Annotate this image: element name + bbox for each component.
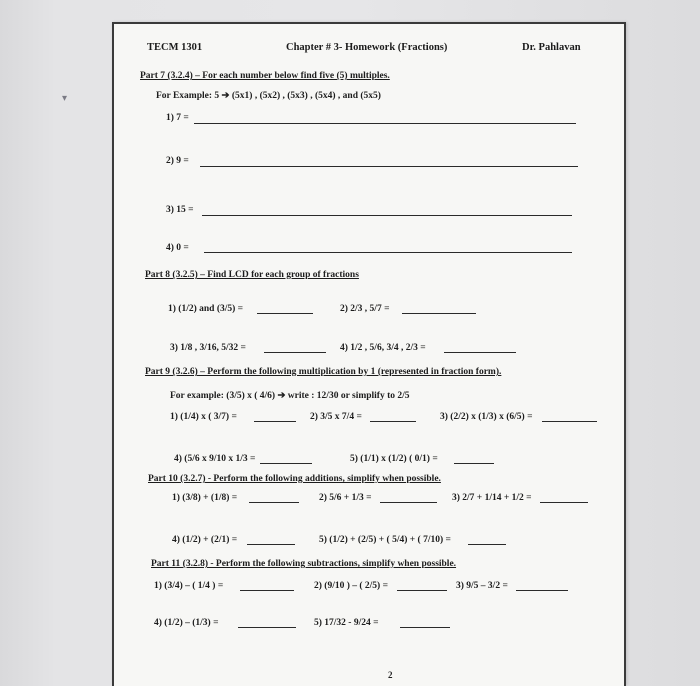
answer-line[interactable]: [444, 352, 516, 353]
part7-item-2: 2) 9 =: [166, 156, 189, 166]
part11-title: Part 11 (3.2.8) - Perform the following subtractions, simplify when possible.: [151, 559, 457, 569]
page-number: 2: [388, 670, 393, 680]
part7-example: For Example: 5 ➔ (5x1) , (5x2) , (5x3) , (5x4) , and (5x5): [156, 91, 381, 101]
part7-item-3: 3) 15 =: [166, 205, 194, 215]
part8-item-2: 2) 2/3 , 5/7 =: [340, 304, 390, 314]
part7-title: Part 7 (3.2.4) – For each number below find five (5) multiples.: [140, 71, 390, 81]
part10-item-2: 2) 5/6 + 1/3 =: [319, 493, 372, 503]
part9-item-4: 4) (5/6 x 9/10 x 1/3 =: [174, 454, 256, 464]
part10-item-3: 3) 2/7 + 1/14 + 1/2 =: [452, 493, 532, 503]
part11-item-2: 2) (9/10 ) – ( 2/5) =: [314, 581, 389, 591]
answer-line[interactable]: [540, 502, 588, 503]
answer-line[interactable]: [204, 252, 572, 253]
answer-line[interactable]: [202, 215, 572, 216]
part8-item-1: 1) (1/2) and (3/5) =: [168, 304, 244, 314]
part8-title: Part 8 (3.2.5) – Find LCD for each group of fractions: [145, 270, 359, 280]
part8-item-4: 4) 1/2 , 5/6, 3/4 , 2/3 =: [340, 343, 426, 353]
answer-line[interactable]: [370, 421, 416, 422]
answer-line[interactable]: [542, 421, 597, 422]
answer-line[interactable]: [380, 502, 437, 503]
answer-line[interactable]: [254, 421, 296, 422]
part7-item-1: 1) 7 =: [166, 113, 189, 123]
answer-line[interactable]: [400, 627, 450, 628]
course-code: TECM 1301: [147, 42, 203, 53]
part8-item-3: 3) 1/8 , 3/16, 5/32 =: [170, 343, 246, 353]
answer-line[interactable]: [238, 627, 296, 628]
answer-line[interactable]: [194, 123, 576, 124]
instructor-name: Dr. Pahlavan: [522, 42, 581, 53]
part11-item-1: 1) (3/4) – ( 1/4 ) =: [154, 581, 224, 591]
answer-line[interactable]: [200, 166, 578, 167]
part10-title: Part 10 (3.2.7) - Perform the following additions, simplify when possible.: [148, 474, 441, 484]
answer-line[interactable]: [516, 590, 568, 591]
part10-item-4: 4) (1/2) + (2/1) =: [172, 535, 238, 545]
part9-example: For example: (3/5) x ( 4/6) ➔ write : 12/30 or simplify to 2/5: [170, 391, 410, 401]
part7-item-4: 4) 0 =: [166, 243, 189, 253]
answer-line[interactable]: [264, 352, 326, 353]
answer-line[interactable]: [249, 502, 299, 503]
part10-item-1: 1) (3/8) + (1/8) =: [172, 493, 238, 503]
part9-item-5: 5) (1/1) x (1/2) ( 0/1) =: [350, 454, 438, 464]
part11-item-3: 3) 9/5 – 3/2 =: [456, 581, 508, 591]
answer-line[interactable]: [397, 590, 447, 591]
part11-item-5: 5) 17/32 - 9/24 =: [314, 618, 379, 628]
part9-item-3: 3) (2/2) x (1/3) x (6/5) =: [440, 412, 533, 422]
answer-line[interactable]: [240, 590, 294, 591]
part9-item-1: 1) (1/4) x ( 3/7) =: [170, 412, 237, 422]
worksheet-page: [112, 22, 626, 686]
answer-line[interactable]: [260, 463, 312, 464]
part10-item-5: 5) (1/2) + (2/5) + ( 5/4) + ( 7/10) =: [319, 535, 451, 545]
chapter-title: Chapter # 3- Homework (Fractions): [286, 42, 448, 53]
part9-item-2: 2) 3/5 x 7/4 =: [310, 412, 362, 422]
answer-line[interactable]: [257, 313, 313, 314]
answer-line[interactable]: [468, 544, 506, 545]
part9-title: Part 9 (3.2.6) – Perform the following multiplication by 1 (represented in fraction form).: [145, 367, 502, 377]
part11-item-4: 4) (1/2) – (1/3) =: [154, 618, 219, 628]
background-mark: ▾: [62, 93, 68, 104]
answer-line[interactable]: [402, 313, 476, 314]
answer-line[interactable]: [454, 463, 494, 464]
answer-line[interactable]: [247, 544, 295, 545]
